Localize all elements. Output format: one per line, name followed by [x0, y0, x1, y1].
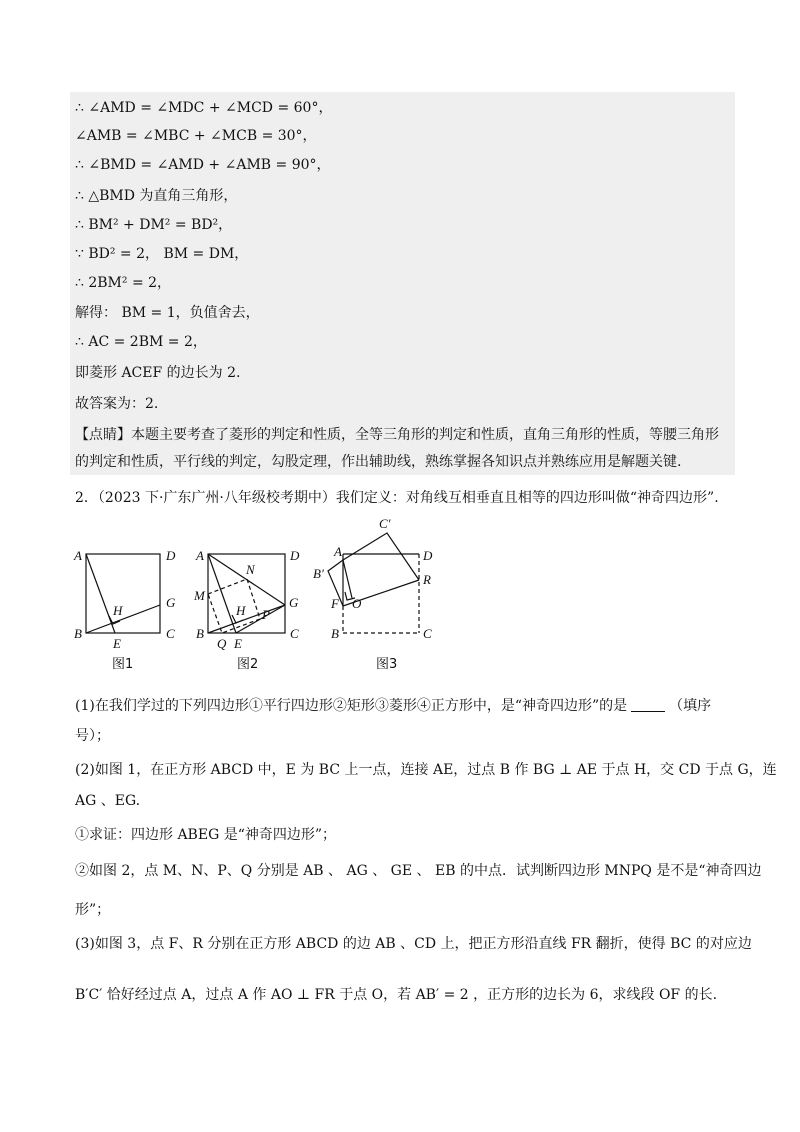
part-1-line-1 [75, 696, 711, 716]
fig3-label-R: R [423, 572, 431, 587]
fig3-label-B1: B′ [313, 566, 324, 581]
part-2-1: ①求证：四边形 ABEG 是“神奇四边形”； [75, 827, 337, 843]
fig1-caption: 图1 [112, 657, 134, 672]
fig3-caption: 图3 [376, 657, 398, 672]
fig2-caption: 图2 [237, 657, 259, 672]
fig3-label-B: B [331, 626, 339, 641]
part-1-tail: （填序 [669, 698, 712, 714]
solution-line-6: ∵ BD² = 2， BM = DM， [75, 246, 249, 262]
fig2-label-E: E [234, 636, 242, 651]
fig2-label-A: A [196, 548, 204, 563]
solution-line-1: ∴ ∠AMD = ∠MDC + ∠MCD = 60°， [75, 100, 333, 116]
solution-line-2: ∠AMB = ∠MBC + ∠MCB = 30°， [75, 128, 317, 144]
question-2-stem: 2．（2023 下·广东广州·八年级校考期中）我们定义：对角线互相垂直且相等的四边形叫做“神奇四边形”. [75, 490, 719, 506]
figure-1 [73, 548, 176, 672]
fig1-label-D: D [166, 548, 176, 563]
solution-line-7: ∴ 2BM² = 2， [75, 275, 172, 291]
fig1-label-B: B [74, 626, 82, 641]
fig2-label-M: M [194, 588, 205, 603]
part-3-line-1: (3)如图 3，点 F、R 分别在正方形 ABCD 的边 AB 、CD 上，把正方形沿直线 FR 翻折，使得 BC 的对应边 [75, 936, 752, 952]
fig2-label-B: B [196, 626, 204, 641]
part-3-line-2: B′C′ 恰好经过点 A，过点 A 作 AO ⊥ FR 于点 O，若 AB′ = 2 ，正方形的边长为 6，求线段 OF 的长. [75, 987, 718, 1003]
part-2-line-1: (2)如图 1，在正方形 ABCD 中，E 为 BC 上一点，连接 AE，过点 B 作 BG ⊥ AE 于点 H，交 CD 于点 G，连 [75, 762, 777, 778]
solution-line-10: 即菱形 ACEF 的边长为 2. [75, 365, 241, 381]
solution-line-5: ∴ BM² + DM² = BD²， [75, 217, 233, 233]
answer-blank[interactable] [631, 697, 665, 712]
fig2-label-Q: Q [217, 636, 227, 651]
figure-3 [313, 516, 433, 672]
solution-line-11: 故答案为：2. [75, 396, 159, 412]
comment-line-1: 【点睛】本题主要考查了菱形的判定和性质，全等三角形的判定和性质，直角三角形的性质，等腰三角形 [75, 427, 719, 443]
geometry-figures [0, 508, 800, 678]
fig1-label-A: A [74, 548, 82, 563]
comment-line-2: 的判定和性质，平行线的判定，勾股定理，作出辅助线，熟练掌握各知识点并熟练应用是解题关键. [75, 454, 682, 470]
fig1-label-C: C [166, 626, 175, 641]
fig3-label-O: O [352, 596, 362, 611]
solution-line-4: ∴ △BMD 为直角三角形， [75, 188, 238, 204]
fig2-label-P: P [262, 607, 270, 622]
fig3-label-C: C [423, 626, 432, 641]
part-1-text: (1)在我们学过的下列四边形①平行四边形②矩形③菱形④正方形中，是“神奇四边形”的是 [75, 698, 628, 714]
fig3-label-A: A [334, 544, 342, 559]
fig3-label-C1: C′ [379, 516, 391, 531]
figure-2 [193, 548, 300, 672]
part-2-line-2: AG 、EG. [75, 793, 141, 809]
part-1-line-2: 号）； [75, 728, 110, 744]
fig2-label-N: N [246, 562, 255, 577]
fig3-label-F: F [331, 596, 339, 611]
fig1-label-E: E [113, 636, 121, 651]
fig1-label-H: H [113, 603, 123, 618]
fig1-label-G: G [166, 595, 176, 610]
solution-line-9: ∴ AC = 2BM = 2， [75, 334, 207, 350]
fig2-label-C: C [290, 626, 299, 641]
fig3-label-D: D [423, 548, 433, 563]
solution-line-3: ∴ ∠BMD = ∠AMD + ∠AMB = 90°， [75, 157, 331, 173]
part-2-2-line-2: 形”； [75, 902, 111, 918]
fig2-label-G: G [289, 595, 299, 610]
fig2-label-D: D [290, 548, 300, 563]
fig2-label-H: H [236, 603, 246, 618]
part-2-2-line-1: ②如图 2，点 M、N、P、Q 分别是 AB 、 AG 、 GE 、 EB 的中点．试判断四边形 MNPQ 是不是“神奇四边 [75, 863, 762, 879]
solution-line-8: 解得： BM = 1，负值舍去， [75, 305, 260, 321]
